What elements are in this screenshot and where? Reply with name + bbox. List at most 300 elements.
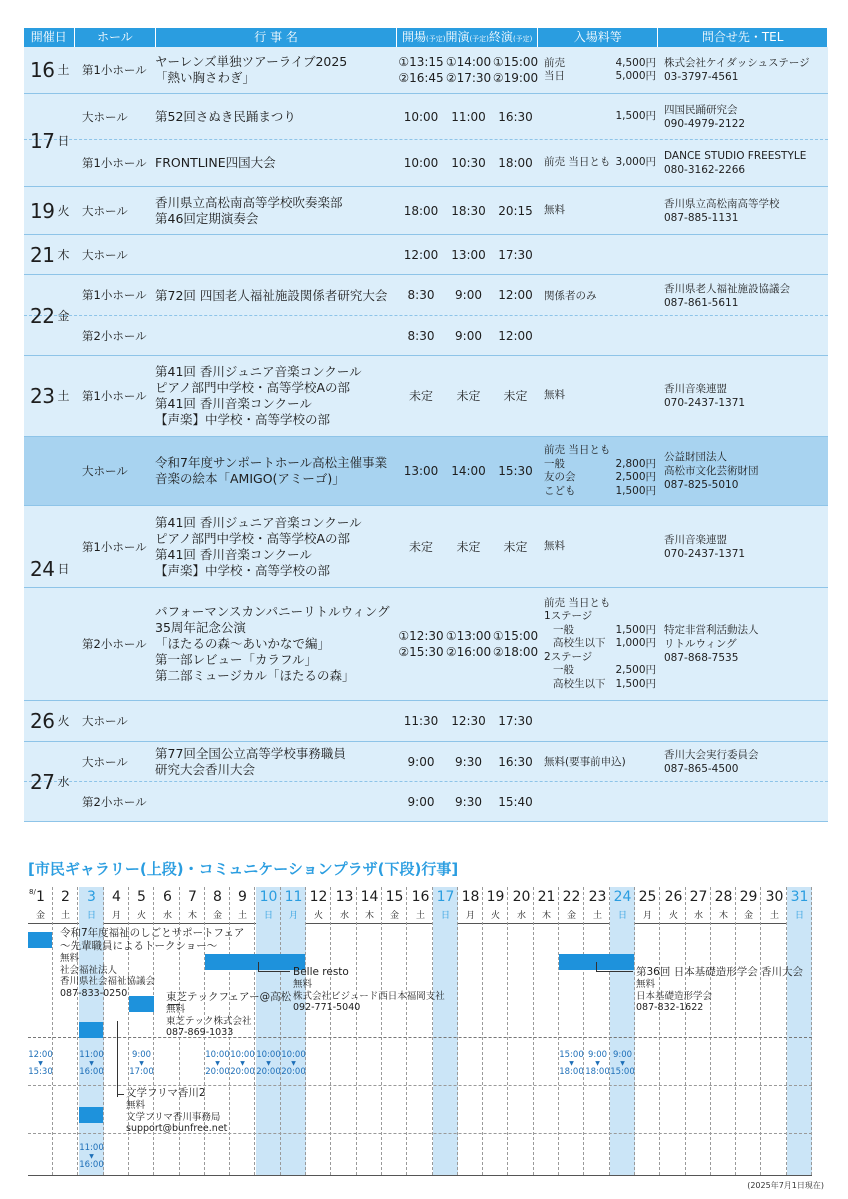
gallery-event-line: 文学フリマ香川事務局	[126, 1111, 221, 1123]
time-value: ②15:30	[398, 645, 444, 659]
price-line	[544, 156, 656, 170]
price-amount: 2,500円	[615, 664, 656, 677]
day-number: 16	[30, 58, 55, 82]
price-line	[544, 204, 656, 218]
weekday: 火	[668, 911, 678, 921]
header-contact: 問合せ先・TEL	[658, 28, 828, 47]
day-number: 24	[30, 557, 55, 581]
weekday: 水	[339, 911, 349, 921]
weekday: 月	[642, 911, 652, 921]
gallery-event-line: 087-869-1033	[166, 1027, 234, 1038]
weekday: 金	[212, 911, 222, 921]
time-value: ②16:00	[445, 645, 492, 659]
time-value: 17:30	[498, 247, 533, 262]
day-number: 2	[61, 889, 70, 905]
event-time	[205, 1050, 230, 1077]
hall-name: 第2小ホール	[82, 328, 147, 343]
time-start: 15:00	[559, 1050, 584, 1060]
organizer-line: DANCE STUDIO FREESTYLE	[664, 150, 807, 162]
time-end	[492, 47, 539, 93]
time-value: 18:30	[451, 203, 486, 218]
time-value: 17:30	[498, 714, 533, 728]
gallery-event-line: 087-832-1622	[636, 1002, 704, 1013]
time-value: 16:30	[498, 754, 533, 769]
time-open	[397, 506, 445, 587]
table-body	[24, 47, 828, 822]
weekday: 水	[693, 911, 703, 921]
event-line: 第52回さぬき民踊まつり	[155, 108, 296, 124]
time-value: ①15:00	[492, 629, 539, 643]
event-line: ピアノ部門中学校・高等学校Aの部	[155, 380, 351, 395]
time-end	[492, 316, 539, 355]
organizer-line: 080-3162-2266	[664, 164, 746, 176]
weekday: 木	[57, 247, 70, 262]
calendar-day-1	[28, 887, 53, 1175]
weekday: 日	[617, 911, 627, 921]
table-header	[24, 28, 828, 47]
day-number: 28	[714, 889, 733, 905]
time-end: 18:00	[559, 1067, 584, 1077]
time-value: 9:00	[455, 328, 482, 343]
price-amount: 1,500円	[615, 484, 656, 497]
day-number: 24	[613, 889, 632, 905]
event-name	[155, 47, 397, 93]
gallery-event	[293, 966, 445, 1014]
time-value: 未定	[503, 539, 528, 554]
event-line: 「熱い胸さわぎ」	[155, 70, 256, 85]
calendar-day-18	[458, 887, 483, 1175]
gallery-calendar	[28, 887, 812, 1176]
date-cell	[30, 235, 74, 274]
organizer	[664, 701, 828, 822]
gallery-event-line: 株式会社ビジュード西日本福岡支社	[293, 990, 445, 1002]
gallery-event-line: 香川県社会福祉協議会	[60, 976, 156, 987]
date-cell	[30, 94, 74, 187]
event-time	[79, 1050, 104, 1077]
time-open	[397, 782, 445, 821]
event-line: 第41回 香川音楽コンクール	[155, 396, 312, 411]
time-open	[397, 588, 445, 700]
time-start: 10:00	[205, 1050, 230, 1060]
time-value: 15:40	[498, 794, 533, 809]
calendar-day-28	[711, 887, 736, 1175]
hall-name: 第2小ホール	[82, 794, 147, 809]
event-line: 「ほたるの森〜あいかなで編」	[155, 636, 331, 651]
hall-name: 第2小ホール	[82, 637, 147, 651]
calendar-day-25	[635, 887, 660, 1175]
day-number: 27	[30, 770, 55, 794]
time-value: 未定	[408, 389, 433, 403]
event-line: 第一部レビュー「カラフル」	[155, 652, 318, 667]
date-cell	[30, 437, 74, 701]
weekday: 日	[86, 911, 96, 921]
time-start: 9:00	[612, 1050, 633, 1060]
price-line	[544, 444, 656, 458]
event-line: 研究大会香川大会	[155, 761, 256, 777]
time-value: 9:30	[455, 754, 482, 769]
time-end: 20:00	[230, 1067, 255, 1077]
price-cell	[544, 588, 656, 700]
header-hall: ホール	[75, 28, 156, 47]
time-start	[445, 782, 492, 821]
day-number: 29	[739, 889, 758, 905]
time-end	[492, 94, 539, 139]
day-number: 5	[137, 889, 146, 905]
header-date: 開催日	[24, 28, 75, 47]
leader-line	[117, 1094, 124, 1095]
hall-name: 第1小ホール	[82, 288, 147, 302]
gallery-event-line: 無料	[166, 1004, 186, 1015]
day-number: 26	[30, 709, 55, 733]
time-end: 20:00	[205, 1067, 230, 1077]
price-line	[544, 597, 656, 611]
calendar-day-12	[306, 887, 331, 1175]
header-start: 開演	[445, 30, 470, 44]
calendar-day-14	[357, 887, 382, 1175]
arrow-icon: ▼	[620, 1060, 625, 1067]
table-row	[24, 47, 828, 94]
time-open	[397, 356, 445, 436]
day-number: 12	[309, 889, 328, 905]
weekday: 日	[794, 911, 804, 921]
time-end: 15:30	[28, 1067, 53, 1077]
time-value: 8:30	[407, 328, 435, 343]
weekday: 土	[769, 911, 779, 921]
time-open	[397, 316, 445, 355]
day-number: 22	[30, 303, 55, 328]
time-start	[445, 316, 492, 355]
time-end: 16:00	[79, 1160, 104, 1170]
price-line	[544, 110, 656, 124]
organizer-line: 特定非営利活動法人	[664, 624, 759, 636]
day-number: 30	[765, 889, 784, 905]
weekday: 金	[743, 911, 753, 921]
event-name	[155, 506, 397, 587]
weekday: 土	[592, 911, 602, 921]
time-value: ①12:30	[398, 629, 444, 643]
event-line: FRONTLINE四国大会	[155, 155, 276, 170]
organizer-line: 070-2437-1371	[664, 547, 746, 560]
time-value: 12:30	[451, 714, 486, 728]
time-start	[445, 701, 492, 741]
hall-name: 第1小ホール	[82, 63, 147, 77]
event-line: 第二部ミュージカル「ほたるの森」	[155, 668, 355, 683]
price-line	[544, 610, 656, 624]
day-number: 10	[259, 889, 278, 905]
calendar-day-27	[686, 887, 711, 1175]
price-line	[544, 389, 656, 403]
time-value: ②17:30	[445, 71, 492, 85]
weekday: 金	[57, 308, 70, 323]
gallery-event-line: 無料	[60, 953, 80, 964]
event-name	[155, 187, 397, 234]
event-time	[559, 1050, 584, 1077]
day-number: 17	[30, 128, 55, 153]
hall-name: 第1小ホール	[82, 389, 147, 403]
day-number: 19	[30, 198, 55, 223]
time-value: ①15:00	[492, 55, 539, 69]
price-cell	[544, 437, 656, 505]
weekday: 金	[566, 911, 576, 921]
leader-line	[258, 962, 259, 971]
time-end: 15:00	[610, 1067, 635, 1077]
time-open	[397, 742, 445, 781]
gallery-event-line: Belle resto	[293, 966, 349, 978]
gallery-event-line: 092-771-5040	[293, 1002, 361, 1013]
header-open: 開場	[401, 30, 426, 44]
time-start: 9:00	[587, 1050, 608, 1060]
price-label: 無料	[544, 203, 565, 216]
arrow-icon: ▼	[89, 1060, 94, 1067]
time-start: 9:00	[131, 1050, 152, 1060]
organizer	[664, 356, 828, 436]
calendar-day-13	[332, 887, 357, 1175]
weekday: 火	[136, 911, 146, 921]
gallery-title: [市民ギャラリー(上段)・コミュニケーションプラザ(下段)行事]	[28, 860, 459, 878]
calendar-day-15	[382, 887, 407, 1175]
price-cell	[544, 187, 656, 234]
time-open	[397, 275, 445, 315]
day-number: 8	[213, 889, 222, 905]
day-number: 25	[638, 889, 657, 905]
event-line: 【声楽】中学校・高等学校の部	[155, 562, 331, 578]
price-label: 前売	[544, 56, 565, 69]
price-label: 一般	[544, 457, 565, 470]
calendar-day-16	[408, 887, 433, 1175]
price-label: 1ステージ	[544, 610, 593, 623]
time-value: 9:00	[407, 794, 435, 809]
hall-name: 大ホール	[82, 109, 128, 124]
event-line: 第41回 香川ジュニア音楽コンクール	[155, 514, 362, 530]
organizer-line: 四国民踊研究会	[664, 103, 738, 116]
hall-name: 大ホール	[82, 754, 128, 769]
time-start	[445, 94, 492, 139]
weekday: 火	[313, 911, 323, 921]
gallery-event-line: 無料	[636, 979, 656, 990]
price-amount: 1,500円	[615, 677, 656, 690]
price-cell	[544, 94, 656, 139]
organizer-line: 087-861-5611	[664, 296, 739, 309]
event-time	[281, 1050, 306, 1077]
time-end	[492, 275, 539, 315]
organizer	[664, 437, 828, 505]
calendar-day-30	[762, 887, 787, 1175]
time-value: ①14:00	[445, 55, 492, 69]
time-end: 20:00	[281, 1067, 306, 1077]
organizer-line: 高松市文化芸術財団	[664, 465, 759, 477]
event-time	[610, 1050, 635, 1077]
weekday: 土	[237, 911, 247, 921]
event-line: 【声楽】中学校・高等学校の部	[155, 412, 331, 427]
time-end	[492, 356, 539, 436]
gallery-event-line: 第36回 日本基礎造形学会 香川大会	[636, 966, 804, 978]
organizer-line: 087-825-5010	[664, 479, 739, 491]
organizer	[664, 235, 828, 356]
header-times: 開場(予定)開演(予定)終演(予定)	[397, 28, 538, 47]
event-line: 香川県立高松南高等学校吹奏楽部	[155, 194, 343, 210]
day-number: 31	[790, 889, 809, 905]
day-number: 15	[385, 889, 404, 905]
time-end	[492, 140, 539, 186]
organizer	[664, 47, 828, 93]
weekday: 土	[60, 911, 70, 921]
event-line: 第41回 香川音楽コンクール	[155, 546, 312, 562]
gallery-event-line: 日本基礎造形学会	[636, 990, 713, 1002]
price-line	[544, 637, 656, 651]
section-divider	[28, 1037, 812, 1038]
weekday: 月	[465, 911, 475, 921]
arrow-icon: ▼	[240, 1060, 245, 1067]
weekday: 木	[718, 911, 728, 921]
day-number: 21	[537, 889, 556, 905]
event-line: 第77回全国公立高等学校事務職員	[155, 745, 346, 761]
time-value: 11:30	[403, 714, 439, 728]
price-label: 高校生以下	[553, 677, 606, 690]
date-cell	[30, 356, 74, 436]
time-value: ②16:45	[398, 71, 444, 85]
row-divider	[28, 1085, 812, 1086]
organizer	[664, 506, 828, 587]
calendar-day-20	[509, 887, 534, 1175]
hall-name: 大ホール	[82, 203, 128, 218]
price-amount: 5,000円	[615, 70, 656, 82]
weekday: 土	[57, 63, 70, 77]
date-cell	[30, 701, 74, 741]
price-line	[544, 664, 656, 678]
event-name	[155, 588, 397, 700]
weekday: 水	[57, 775, 70, 789]
time-value: 10:00	[403, 109, 439, 124]
day-number: 26	[664, 889, 683, 905]
table-row	[24, 356, 828, 437]
hall-name: 大ホール	[82, 714, 128, 728]
arrow-icon: ▼	[266, 1060, 271, 1067]
price-label: 2ステージ	[544, 650, 593, 663]
gallery-event-line: 東芝テック株式会社	[166, 1015, 252, 1027]
time-value: 未定	[456, 389, 481, 403]
gallery-event-line: 無料	[126, 1100, 146, 1111]
time-value: 10:30	[451, 156, 486, 170]
weekday: 月	[288, 911, 298, 921]
organizer-line: 087-885-1131	[664, 211, 739, 224]
event-time	[129, 1050, 154, 1077]
calendar-day-17	[433, 887, 458, 1175]
price-line	[544, 624, 656, 638]
event-line: ヤーレンズ単独ツアーライブ2025	[155, 54, 348, 69]
time-end	[492, 782, 539, 821]
hall-name: 大ホール	[82, 464, 128, 478]
weekday: 水	[162, 911, 172, 921]
price-cell	[544, 140, 656, 186]
time-value: 10:00	[403, 156, 439, 170]
price-label: 一般	[553, 664, 574, 677]
day-number: 14	[360, 889, 379, 905]
arrow-icon: ▼	[38, 1060, 43, 1067]
price-label: 無料	[544, 389, 565, 402]
time-end	[492, 588, 539, 700]
event-line: 令和7年度サンポートホール高松主催事業	[155, 455, 388, 470]
time-value: 12:00	[403, 247, 439, 262]
price-line	[544, 471, 656, 485]
event-time	[79, 1143, 104, 1170]
price-line	[544, 458, 656, 472]
time-value: 18:00	[403, 203, 439, 218]
leader-line	[258, 971, 290, 972]
day-number: 19	[486, 889, 505, 905]
time-start	[445, 235, 492, 274]
day-number: 1	[36, 889, 45, 905]
price-label: 前売 当日とも	[544, 444, 611, 456]
event-time	[28, 1050, 53, 1077]
weekday: 木	[187, 911, 197, 921]
table-row	[24, 437, 828, 506]
price-line	[544, 540, 656, 554]
arrow-icon: ▼	[291, 1060, 296, 1067]
time-value: 9:00	[407, 754, 435, 769]
time-value: 未定	[456, 539, 481, 554]
calendar-day-31	[787, 887, 812, 1175]
time-value: 11:00	[451, 109, 486, 124]
as-of-date: (2025年7月1日現在)	[747, 1181, 824, 1190]
organizer-line: 香川県立高松南高等学校	[664, 197, 780, 210]
time-value: 20:15	[498, 203, 533, 218]
hall-name: 大ホール	[82, 247, 128, 262]
weekday: 日	[440, 911, 450, 921]
organizer-line: 070-2437-1371	[664, 397, 746, 409]
time-value: 未定	[503, 389, 528, 403]
price-amount: 1,500円	[615, 109, 656, 122]
weekday: 日	[263, 911, 273, 921]
organizer-line: 090-4979-2122	[664, 117, 746, 130]
leader-line	[117, 1021, 118, 1097]
table-row	[24, 94, 828, 140]
event-name	[155, 701, 397, 822]
gallery-event-line: 社会福祉法人	[60, 964, 118, 976]
price-amount: 1,000円	[615, 637, 656, 650]
arrow-icon: ▼	[139, 1060, 144, 1067]
time-value: ①13:15	[398, 55, 444, 69]
organizer-line: 香川大会実行委員会	[664, 748, 759, 761]
hall-name: 第1小ホール	[82, 156, 147, 170]
event-line: ピアノ部門中学校・高等学校Aの部	[155, 530, 351, 546]
day-number: 11	[284, 889, 303, 905]
price-amount: 3,000円	[615, 156, 656, 169]
event-bar	[28, 932, 52, 948]
day-number: 23	[30, 384, 55, 408]
time-start	[445, 356, 492, 436]
event-line: 第41回 香川ジュニア音楽コンクール	[155, 364, 362, 379]
day-number: 13	[335, 889, 354, 905]
time-start: 10:00	[230, 1050, 255, 1060]
day-number: 6	[163, 889, 172, 905]
price-amount: 2,500円	[615, 471, 656, 483]
time-end: 20:00	[256, 1067, 281, 1077]
event-name	[155, 235, 397, 356]
time-value: 9:30	[455, 794, 482, 809]
time-start: 12:00	[28, 1050, 53, 1060]
weekday: 火	[57, 203, 70, 218]
calendar-day-29	[736, 887, 761, 1175]
time-open	[397, 235, 445, 274]
event-name	[155, 437, 397, 505]
day-number: 3	[87, 889, 96, 905]
day-number: 4	[112, 889, 121, 905]
time-end	[492, 506, 539, 587]
gallery-event	[126, 1087, 227, 1135]
weekday: 金	[35, 911, 45, 921]
gallery-event-line: 〜先輩職員によるトークショー〜	[60, 940, 218, 952]
calendar-day-21	[534, 887, 559, 1175]
